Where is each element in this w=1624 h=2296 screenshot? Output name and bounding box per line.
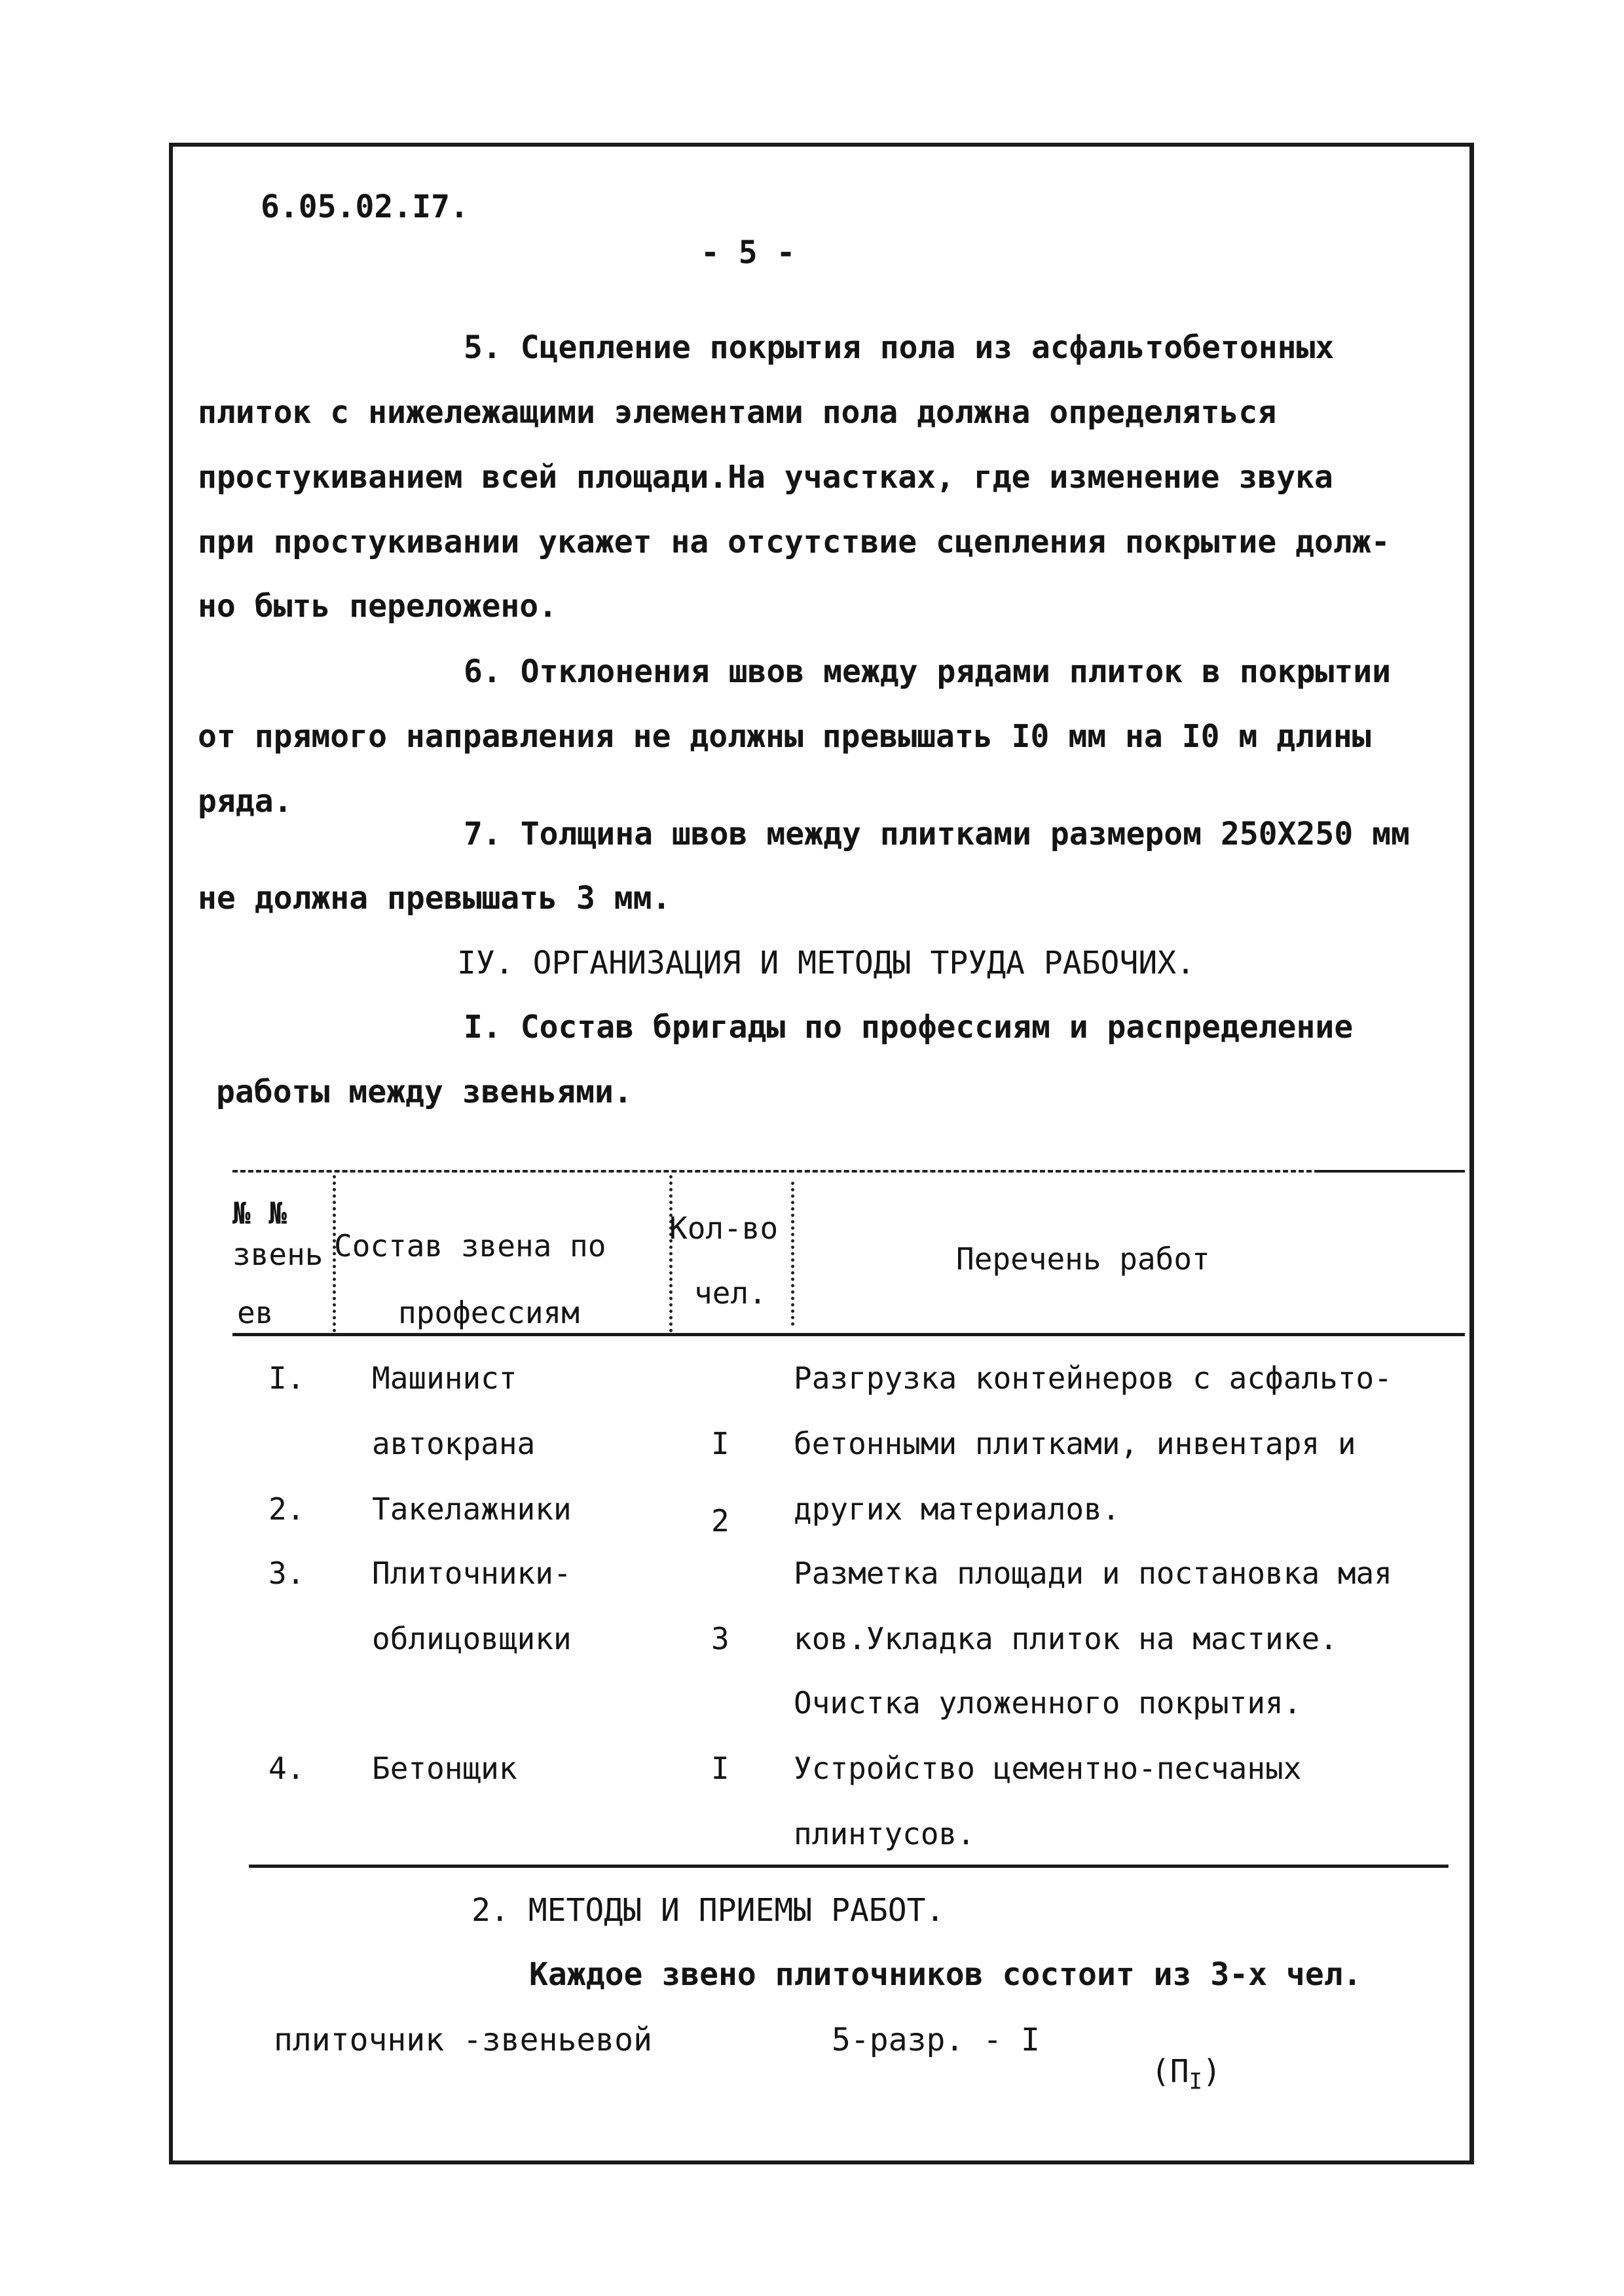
row-3-works-line-3: Очистка уложенного покрытия. — [794, 1685, 1302, 1721]
paragraph-6-line-2: от прямого направления не должны превышать I0 мм на I0 м длины — [198, 718, 1371, 755]
subsection-1-line-1: I. Состав бригады по профессиям и распределение — [464, 1009, 1354, 1046]
row-4-count: I — [711, 1751, 729, 1786]
paragraph-5-line-5: но быть переложено. — [198, 588, 558, 625]
row-1-name-line-1: Машинист — [372, 1360, 517, 1396]
subsection-1-line-2: работы между звеньями. — [216, 1074, 633, 1110]
paragraph-6-line-1: 6. Отклонения швов между рядами плиток в покрытии — [464, 653, 1392, 690]
paragraph-7-line-2: не должна превышать 3 мм. — [198, 880, 671, 917]
column-divider-3 — [791, 1182, 794, 1326]
paragraph-5-line-3: простукиванием всей площади.На участках, где изменение звука — [198, 459, 1333, 496]
paragraph-5-line-2: плиток с нижележащими элементами пола должна определяться — [198, 394, 1277, 431]
row-3-name-line-1: Плиточники- — [372, 1556, 572, 1591]
header-number-line-2: звень — [232, 1237, 323, 1272]
header-number-line-3: ев — [237, 1295, 274, 1330]
worker-role: плиточник -звеньевой — [274, 2022, 652, 2058]
table-header-rule — [232, 1333, 1465, 1336]
header-works: Перечень работ — [956, 1241, 1210, 1277]
paragraph-7-line-1: 7. Толщина швов между плитками размером 250Х250 мм — [464, 816, 1410, 852]
worker-code-subscript: I — [1189, 2068, 1203, 2095]
paragraph-5-line-4: при простукивании укажет на отсутствие сцепления покрытие долж- — [198, 524, 1390, 560]
page-border — [169, 143, 1474, 2164]
paragraph-5-line-1: 5. Сцепление покрытия пола из асфальтобетонных — [464, 329, 1335, 366]
row-3-count: 3 — [711, 1621, 729, 1656]
header-count-line-2: чел. — [694, 1275, 767, 1311]
row-3-number: 3. — [268, 1556, 305, 1591]
row-3-works-line-2: ков.Укладка плиток на мастике. — [794, 1621, 1338, 1656]
subsection-2-line-1: Каждое звено плиточников состоит из 3-х чел. — [529, 1956, 1362, 1993]
table-top-rule-end — [1320, 1170, 1465, 1173]
row-4-name-line-1: Бетонщик — [372, 1751, 517, 1786]
row-2-count: 2 — [711, 1503, 729, 1539]
row-2-name-line-1: Такелажники — [372, 1491, 572, 1527]
header-composition-line-1: Состав звена по — [334, 1228, 606, 1264]
row-2-works-line-1: других материалов. — [794, 1491, 1120, 1527]
subsection-2-heading: 2. МЕТОДЫ И ПРИЕМЫ РАБОТ. — [471, 1892, 945, 1929]
row-3-works-line-1: Разметка площади и постановка мая — [794, 1556, 1392, 1591]
row-4-works-line-2: плинтусов. — [794, 1816, 975, 1851]
row-1-name-line-2: автокрана — [372, 1426, 536, 1461]
row-4-works-line-1: Устройство цементно-песчаных — [794, 1751, 1302, 1786]
worker-code-close: ) — [1202, 2053, 1221, 2090]
row-1-works-line-2: бетонными плитками, инвентаря и — [794, 1426, 1356, 1461]
row-4-number: 4. — [268, 1751, 305, 1786]
section-heading: IУ. ОРГАНИЗАЦИЯ И МЕТОДЫ ТРУДА РАБОЧИХ. — [457, 945, 1196, 981]
header-number-line-1: № № — [232, 1195, 287, 1231]
row-2-number: 2. — [268, 1491, 305, 1527]
page-number: - 5 - — [701, 234, 796, 271]
table-top-rule — [232, 1170, 1320, 1173]
table-bottom-rule — [249, 1865, 1449, 1868]
row-1-number: I. — [268, 1360, 305, 1396]
row-3-name-line-2: облицовщики — [372, 1621, 572, 1656]
column-divider-2 — [669, 1175, 673, 1332]
document-code: 6.05.02.I7. — [261, 189, 469, 225]
row-1-works-line-1: Разгрузка контейнеров с асфальто- — [794, 1360, 1392, 1396]
worker-code — [1113, 2024, 1221, 2093]
paragraph-6-line-3: ряда. — [198, 783, 293, 820]
worker-grade: 5-разр. - I — [832, 2022, 1040, 2058]
row-1-count: I — [711, 1426, 729, 1461]
header-composition-line-2: профессиям — [398, 1295, 580, 1330]
header-count-line-1: Кол-во — [669, 1211, 779, 1246]
worker-code-open: (П — [1151, 2053, 1189, 2090]
